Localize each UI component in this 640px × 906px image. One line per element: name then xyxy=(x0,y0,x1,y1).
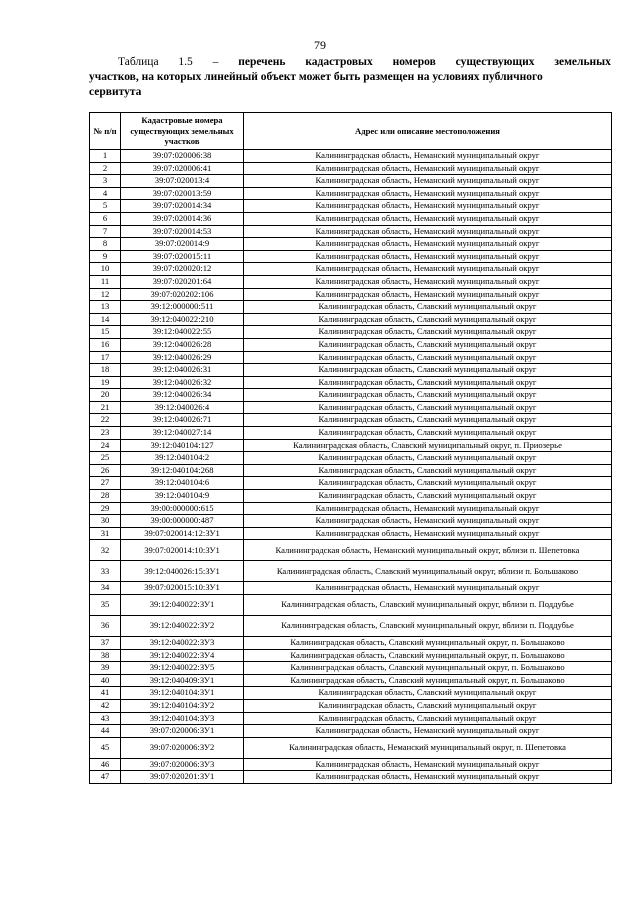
address: Калининградская область, Неманский муниципальный округ xyxy=(244,515,612,528)
address: Калининградская область, Неманский муниципальный округ xyxy=(244,250,612,263)
caption-word: 1.5 xyxy=(178,56,193,68)
table-row xyxy=(90,712,612,725)
table-row xyxy=(90,595,612,616)
address: Калининградская область, Неманский муниципальный округ xyxy=(244,275,612,288)
row-number: 43 xyxy=(90,712,121,725)
address: Калининградская область, Неманский муниципальный округ xyxy=(244,187,612,200)
cadastral-number: 39:12:040026:4 xyxy=(121,401,244,414)
address: Калининградская область, Неманский муниципальный округ xyxy=(244,225,612,238)
address: Калининградская область, Славский муниципальный округ xyxy=(244,389,612,402)
header-address: Адрес или описание местоположения xyxy=(244,113,612,150)
page-number: 79 xyxy=(314,38,326,52)
caption-word: земельных xyxy=(554,56,611,68)
caption-word: кадастровых xyxy=(305,56,373,68)
table-row xyxy=(90,162,612,175)
table-caption xyxy=(89,55,611,100)
caption-word: номеров xyxy=(392,56,436,68)
row-number: 19 xyxy=(90,376,121,389)
cadastral-number: 39:12:040022:ЗУ1 xyxy=(121,595,244,616)
cadastral-number: 39:07:020006:ЗУ3 xyxy=(121,758,244,771)
row-number: 35 xyxy=(90,595,121,616)
row-number: 30 xyxy=(90,515,121,528)
address: Калининградская область, Славский муниципальный округ xyxy=(244,687,612,700)
cadastral-number: 39:12:040026:32 xyxy=(121,376,244,389)
address: Калининградская область, Славский муниципальный округ xyxy=(244,338,612,351)
cadastral-number: 39:12:040104:ЗУ2 xyxy=(121,699,244,712)
row-number: 18 xyxy=(90,364,121,377)
table-row xyxy=(90,662,612,675)
row-number: 7 xyxy=(90,225,121,238)
cadastral-number: 39:07:020013:59 xyxy=(121,187,244,200)
row-number: 28 xyxy=(90,490,121,503)
caption-word: – xyxy=(212,56,219,68)
table-row xyxy=(90,326,612,339)
address: Калининградская область, Неманский муниципальный округ, вблизи п. Шепетовка xyxy=(244,540,612,561)
cadastral-number: 39:12:040026:31 xyxy=(121,364,244,377)
row-number: 44 xyxy=(90,725,121,738)
row-number: 34 xyxy=(90,582,121,595)
table-row xyxy=(90,263,612,276)
table-row xyxy=(90,737,612,758)
address: Калининградская область, Славский муниципальный округ, п. Большаково xyxy=(244,637,612,650)
address: Калининградская область, Славский муниципальный округ, вблизи п. Поддубье xyxy=(244,616,612,637)
address: Калининградская область, Славский муниципальный округ xyxy=(244,490,612,503)
address: Калининградская область, Славский муниципальный округ xyxy=(244,427,612,440)
table-row xyxy=(90,200,612,213)
row-number: 45 xyxy=(90,737,121,758)
table-row xyxy=(90,364,612,377)
row-number: 20 xyxy=(90,389,121,402)
table-row xyxy=(90,674,612,687)
row-number: 6 xyxy=(90,212,121,225)
row-number: 22 xyxy=(90,414,121,427)
address: Калининградская область, Неманский муниципальный округ xyxy=(244,758,612,771)
cadastral-number: 39:12:040027:14 xyxy=(121,427,244,440)
table-row xyxy=(90,490,612,503)
table-row xyxy=(90,725,612,738)
row-number: 36 xyxy=(90,616,121,637)
row-number: 3 xyxy=(90,175,121,188)
table-row xyxy=(90,515,612,528)
cadastral-number: 39:12:040104:ЗУ1 xyxy=(121,687,244,700)
cadastral-number: 39:12:040022:ЗУ4 xyxy=(121,649,244,662)
cadastral-number: 39:07:020201:ЗУ1 xyxy=(121,771,244,784)
row-number: 13 xyxy=(90,301,121,314)
table-row xyxy=(90,771,612,784)
cadastral-number: 39:12:040022:ЗУ5 xyxy=(121,662,244,675)
table-row xyxy=(90,225,612,238)
row-number: 14 xyxy=(90,313,121,326)
row-number: 9 xyxy=(90,250,121,263)
cadastral-number: 39:07:020006:ЗУ1 xyxy=(121,725,244,738)
address: Калининградская область, Неманский муниципальный округ xyxy=(244,175,612,188)
row-number: 4 xyxy=(90,187,121,200)
caption-word: Таблица xyxy=(118,56,159,68)
cadastral-number: 39:07:020006:38 xyxy=(121,150,244,163)
row-number: 27 xyxy=(90,477,121,490)
row-number: 17 xyxy=(90,351,121,364)
row-number: 39 xyxy=(90,662,121,675)
table-row xyxy=(90,275,612,288)
row-number: 25 xyxy=(90,452,121,465)
table-row xyxy=(90,401,612,414)
cadastral-number: 39:12:040104:2 xyxy=(121,452,244,465)
address: Калининградская область, Славский муниципальный округ xyxy=(244,376,612,389)
cadastral-number: 39:12:040022:ЗУ2 xyxy=(121,616,244,637)
table-row xyxy=(90,427,612,440)
address: Калининградская область, Славский муниципальный округ, п. Большаково xyxy=(244,662,612,675)
row-number: 37 xyxy=(90,637,121,650)
table-row xyxy=(90,637,612,650)
cadastral-number: 39:12:040026:29 xyxy=(121,351,244,364)
table-row xyxy=(90,527,612,540)
address: Калининградская область, Неманский муниципальный округ xyxy=(244,527,612,540)
table-row xyxy=(90,477,612,490)
row-number: 5 xyxy=(90,200,121,213)
cadastral-number: 39:12:040104:ЗУ3 xyxy=(121,712,244,725)
row-number: 29 xyxy=(90,502,121,515)
table-row xyxy=(90,338,612,351)
row-number: 31 xyxy=(90,527,121,540)
cadastral-number: 39:12:040026:28 xyxy=(121,338,244,351)
row-number: 10 xyxy=(90,263,121,276)
table-row xyxy=(90,238,612,251)
address: Калининградская область, Славский муниципальный округ xyxy=(244,301,612,314)
table-row xyxy=(90,376,612,389)
address: Калининградская область, Славский муниципальный округ xyxy=(244,477,612,490)
cadastral-number: 39:12:000000:511 xyxy=(121,301,244,314)
row-number: 23 xyxy=(90,427,121,440)
row-number: 11 xyxy=(90,275,121,288)
header-cadastral: Кадастровые номера существующих земельных участков xyxy=(121,113,244,150)
address: Калининградская область, Славский муниципальный округ xyxy=(244,414,612,427)
address: Калининградская область, Славский муниципальный округ, вблизи п. Поддубье xyxy=(244,595,612,616)
address: Калининградская область, Неманский муниципальный округ xyxy=(244,212,612,225)
table-row xyxy=(90,301,612,314)
address: Калининградская область, Неманский муниципальный округ xyxy=(244,771,612,784)
table-row xyxy=(90,758,612,771)
address: Калининградская область, Славский муниципальный округ xyxy=(244,351,612,364)
address: Калининградская область, Славский муниципальный округ xyxy=(244,464,612,477)
address: Калининградская область, Славский муниципальный округ xyxy=(244,452,612,465)
cadastral-number: 39:12:040104:127 xyxy=(121,439,244,452)
table-row xyxy=(90,582,612,595)
row-number: 41 xyxy=(90,687,121,700)
caption-word: существующих xyxy=(455,56,535,68)
cadastral-number: 39:07:020006:41 xyxy=(121,162,244,175)
table-row xyxy=(90,452,612,465)
table-row xyxy=(90,439,612,452)
table-row xyxy=(90,687,612,700)
address: Калининградская область, Неманский муниципальный округ xyxy=(244,582,612,595)
cadastral-number: 39:00:000000:487 xyxy=(121,515,244,528)
cadastral-number: 39:07:020014:36 xyxy=(121,212,244,225)
row-number: 8 xyxy=(90,238,121,251)
row-number: 42 xyxy=(90,699,121,712)
address: Калининградская область, Славский муниципальный округ xyxy=(244,364,612,377)
table-row xyxy=(90,699,612,712)
table-header-row xyxy=(90,113,612,150)
cadastral-number: 39:07:020202:106 xyxy=(121,288,244,301)
cadastral-number: 39:12:040026:15:ЗУ1 xyxy=(121,561,244,582)
caption-word: перечень xyxy=(238,56,286,68)
address: Калининградская область, Славский муниципальный округ, вблизи п. Большаково xyxy=(244,561,612,582)
address: Калининградская область, Неманский муниципальный округ xyxy=(244,502,612,515)
address: Калининградская область, Неманский муниципальный округ xyxy=(244,162,612,175)
table-row xyxy=(90,212,612,225)
address: Калининградская область, Славский муниципальный округ xyxy=(244,712,612,725)
cadastral-number: 39:00:000000:615 xyxy=(121,502,244,515)
cadastral-number: 39:07:020006:ЗУ2 xyxy=(121,737,244,758)
address: Калининградская область, Славский муниципальный округ, п. Приозерье xyxy=(244,439,612,452)
table-row xyxy=(90,561,612,582)
address: Калининградская область, Неманский муниципальный округ xyxy=(244,725,612,738)
cadastral-number: 39:12:040022:ЗУ3 xyxy=(121,637,244,650)
table-row xyxy=(90,313,612,326)
row-number: 40 xyxy=(90,674,121,687)
cadastral-number: 39:12:040022:55 xyxy=(121,326,244,339)
cadastral-number: 39:12:040104:6 xyxy=(121,477,244,490)
cadastral-number: 39:07:020015:11 xyxy=(121,250,244,263)
row-number: 47 xyxy=(90,771,121,784)
cadastral-number: 39:12:040026:34 xyxy=(121,389,244,402)
address: Калининградская область, Неманский муниципальный округ xyxy=(244,200,612,213)
cadastral-number: 39:12:040104:268 xyxy=(121,464,244,477)
cadastral-number: 39:07:020015:10:ЗУ1 xyxy=(121,582,244,595)
address: Калининградская область, Неманский муниципальный округ xyxy=(244,238,612,251)
address: Калининградская область, Славский муниципальный округ xyxy=(244,313,612,326)
address: Калининградская область, Неманский муниципальный округ, п. Шепетовка xyxy=(244,737,612,758)
row-number: 1 xyxy=(90,150,121,163)
row-number: 12 xyxy=(90,288,121,301)
row-number: 21 xyxy=(90,401,121,414)
cadastral-number: 39:07:020014:34 xyxy=(121,200,244,213)
address: Калининградская область, Славский муниципальный округ xyxy=(244,326,612,339)
cadastral-number: 39:07:020013:4 xyxy=(121,175,244,188)
table-row xyxy=(90,464,612,477)
row-number: 38 xyxy=(90,649,121,662)
table-row xyxy=(90,187,612,200)
row-number: 2 xyxy=(90,162,121,175)
address: Калининградская область, Славский муниципальный округ, п. Большаково xyxy=(244,649,612,662)
caption-line-1 xyxy=(118,55,611,70)
table-row xyxy=(90,502,612,515)
row-number: 46 xyxy=(90,758,121,771)
cadastral-number: 39:12:040022:210 xyxy=(121,313,244,326)
cadastral-number: 39:07:020014:9 xyxy=(121,238,244,251)
cadastral-table xyxy=(89,112,612,784)
cadastral-number: 39:12:040409:ЗУ1 xyxy=(121,674,244,687)
row-number: 26 xyxy=(90,464,121,477)
table-row xyxy=(90,351,612,364)
address: Калининградская область, Славский муниципальный округ, п. Большаково xyxy=(244,674,612,687)
cadastral-number: 39:07:020014:10:ЗУ1 xyxy=(121,540,244,561)
address: Калининградская область, Неманский муниципальный округ xyxy=(244,288,612,301)
table-row xyxy=(90,150,612,163)
table-row xyxy=(90,616,612,637)
table-row xyxy=(90,540,612,561)
address: Калининградская область, Славский муниципальный округ xyxy=(244,699,612,712)
row-number: 24 xyxy=(90,439,121,452)
header-num: № п/п xyxy=(90,113,121,150)
table-row xyxy=(90,288,612,301)
table-row xyxy=(90,414,612,427)
row-number: 32 xyxy=(90,540,121,561)
address: Калининградская область, Неманский муниципальный округ xyxy=(244,263,612,276)
caption-line-3: сервитута xyxy=(89,86,142,98)
row-number: 15 xyxy=(90,326,121,339)
row-number: 16 xyxy=(90,338,121,351)
table-row xyxy=(90,389,612,402)
row-number: 33 xyxy=(90,561,121,582)
cadastral-number: 39:12:040104:9 xyxy=(121,490,244,503)
table-row xyxy=(90,250,612,263)
cadastral-number: 39:12:040026:71 xyxy=(121,414,244,427)
address: Калининградская область, Неманский муниципальный округ xyxy=(244,150,612,163)
table-row xyxy=(90,649,612,662)
cadastral-number: 39:07:020014:53 xyxy=(121,225,244,238)
address: Калининградская область, Славский муниципальный округ xyxy=(244,401,612,414)
cadastral-number: 39:07:020201:64 xyxy=(121,275,244,288)
cadastral-number: 39:07:020014:12:ЗУ1 xyxy=(121,527,244,540)
caption-line-2: участков, на которых линейный объект может быть размещен на условиях публичного xyxy=(89,71,543,83)
cadastral-number: 39:07:020020:12 xyxy=(121,263,244,276)
table-row xyxy=(90,175,612,188)
